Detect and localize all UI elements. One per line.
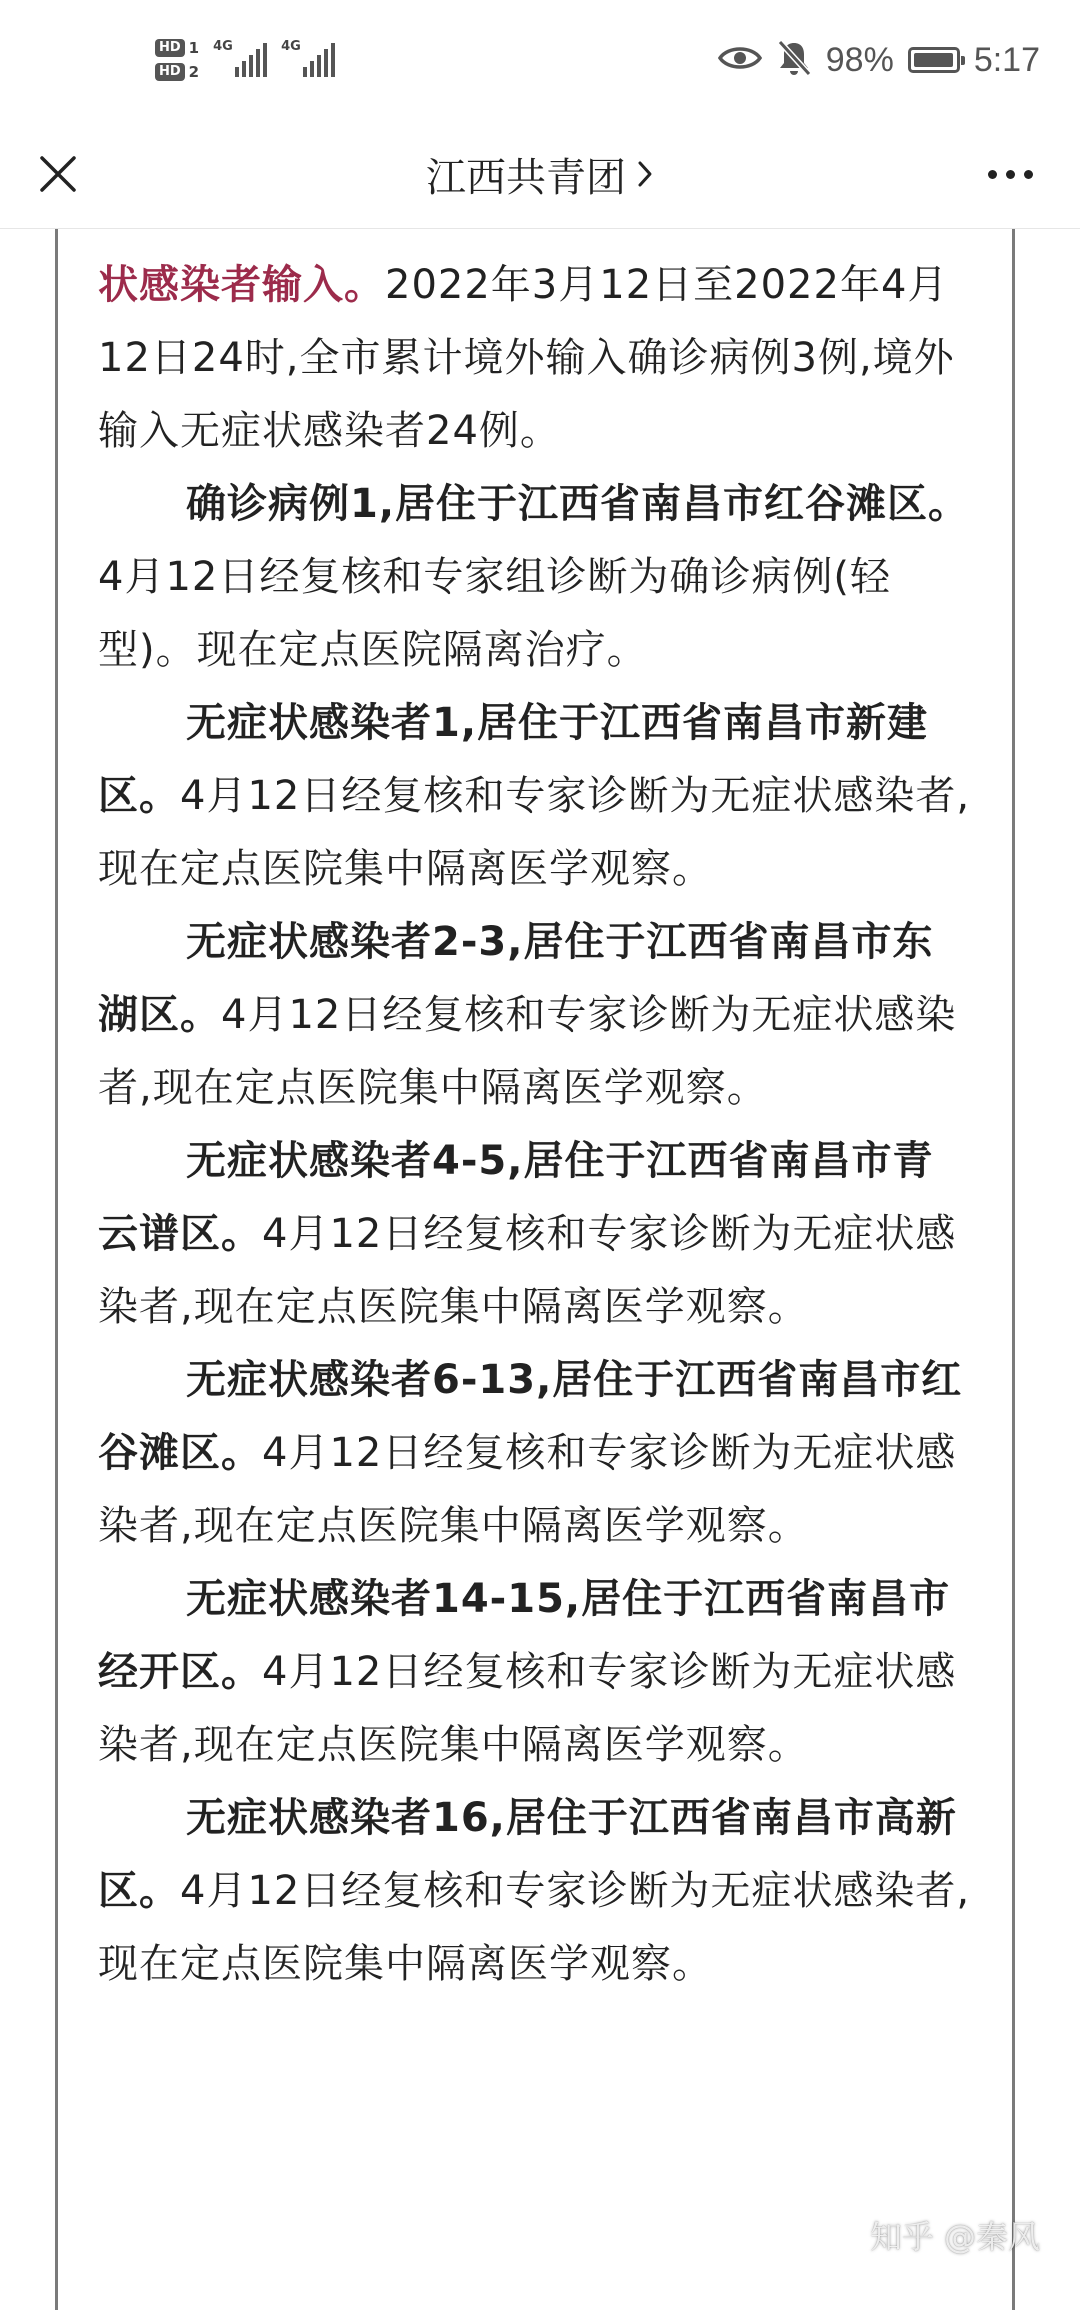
article-paragraph [98,249,972,468]
case-heading: 无症状感染者2-3,居住于江西省南昌市东湖区。 [98,919,934,1038]
signal-1-icon [213,39,267,77]
article-paragraph [98,687,972,906]
sim-number: 1 [188,39,200,57]
article-paragraph [98,1782,972,2001]
page-title: 江西共青团 [426,154,626,201]
case-detail: 4月12日经复核和专家诊断为无症状感染者,现在定点医院集中隔离医学观察。 [98,773,971,892]
article-paragraph [98,1344,972,1563]
case-heading: 无症状感染者16,居住于江西省南昌市高新区。 [98,1795,957,1914]
account-title-link[interactable] [426,146,654,203]
article-body [98,229,972,2001]
sim1-indicator [155,39,199,57]
paragraph-text: 2022年3月12日至2022年4月12日24时,全市累计境外输入确诊病例3例,境外输入无症状感染者24例。 [98,262,955,454]
signal-2-icon [281,39,335,77]
network-type: 4G [213,39,233,54]
sim2-indicator [155,63,199,81]
case-detail: 4月12日经复核和专家诊断为无症状感染者,现在定点医院集中隔离医学观察。 [98,1868,971,1987]
article-paragraph [98,1563,972,1782]
battery-percent: 98% [825,40,894,79]
case-heading: 无症状感染者1,居住于江西省南昌市新建区。 [98,700,929,819]
case-heading: 确诊病例1,居住于江西省南昌市红谷滩区。 [186,481,970,527]
highlight-text: 状感染者输入。 [98,262,385,308]
eye-icon [718,43,762,77]
more-dot [1024,170,1033,179]
status-bar [0,0,1080,120]
more-button[interactable] [970,142,1050,206]
article-paragraph [98,468,972,687]
battery-fill [914,53,953,67]
clock: 5:17 [973,40,1040,79]
watermark: 知乎 @秦风 [869,2218,1040,2256]
hd-badge: HD [155,39,185,57]
more-dot [988,170,997,179]
status-right [718,30,1040,90]
article-paragraph [98,1125,972,1344]
case-heading: 无症状感染者6-13,居住于江西省南昌市红谷滩区。 [98,1357,963,1476]
chevron-right-icon [636,159,654,189]
battery-icon [908,47,960,73]
network-type: 4G [281,39,301,54]
case-detail: 4月12日经复核和专家诊断为无症状感染者,现在定点医院集中隔离医学观察。 [98,1211,957,1330]
bell-mute-icon [776,39,812,81]
case-heading: 无症状感染者4-5,居住于江西省南昌市青云谱区。 [98,1138,934,1257]
more-dot [1006,170,1015,179]
case-heading: 无症状感染者14-15,居住于江西省南昌市经开区。 [98,1576,951,1695]
article-paragraph [98,906,972,1125]
case-detail: 4月12日经复核和专家诊断为无症状感染者,现在定点医院集中隔离医学观察。 [98,992,957,1111]
case-detail: 4月12日经复核和专家诊断为无症状感染者,现在定点医院集中隔离医学观察。 [98,1430,957,1549]
hd-badge: HD [155,63,185,81]
close-button[interactable] [26,142,90,206]
status-left [155,28,335,92]
nav-bar [0,120,1080,229]
case-detail: 4月12日经复核和专家组诊断为确诊病例(轻型)。现在定点医院隔离治疗。 [98,554,891,673]
sim-indicators [155,39,199,81]
sim-number: 2 [188,63,200,81]
close-icon [38,154,78,194]
case-detail: 4月12日经复核和专家诊断为无症状感染者,现在定点医院集中隔离医学观察。 [98,1649,957,1768]
article-frame [55,229,1015,2310]
